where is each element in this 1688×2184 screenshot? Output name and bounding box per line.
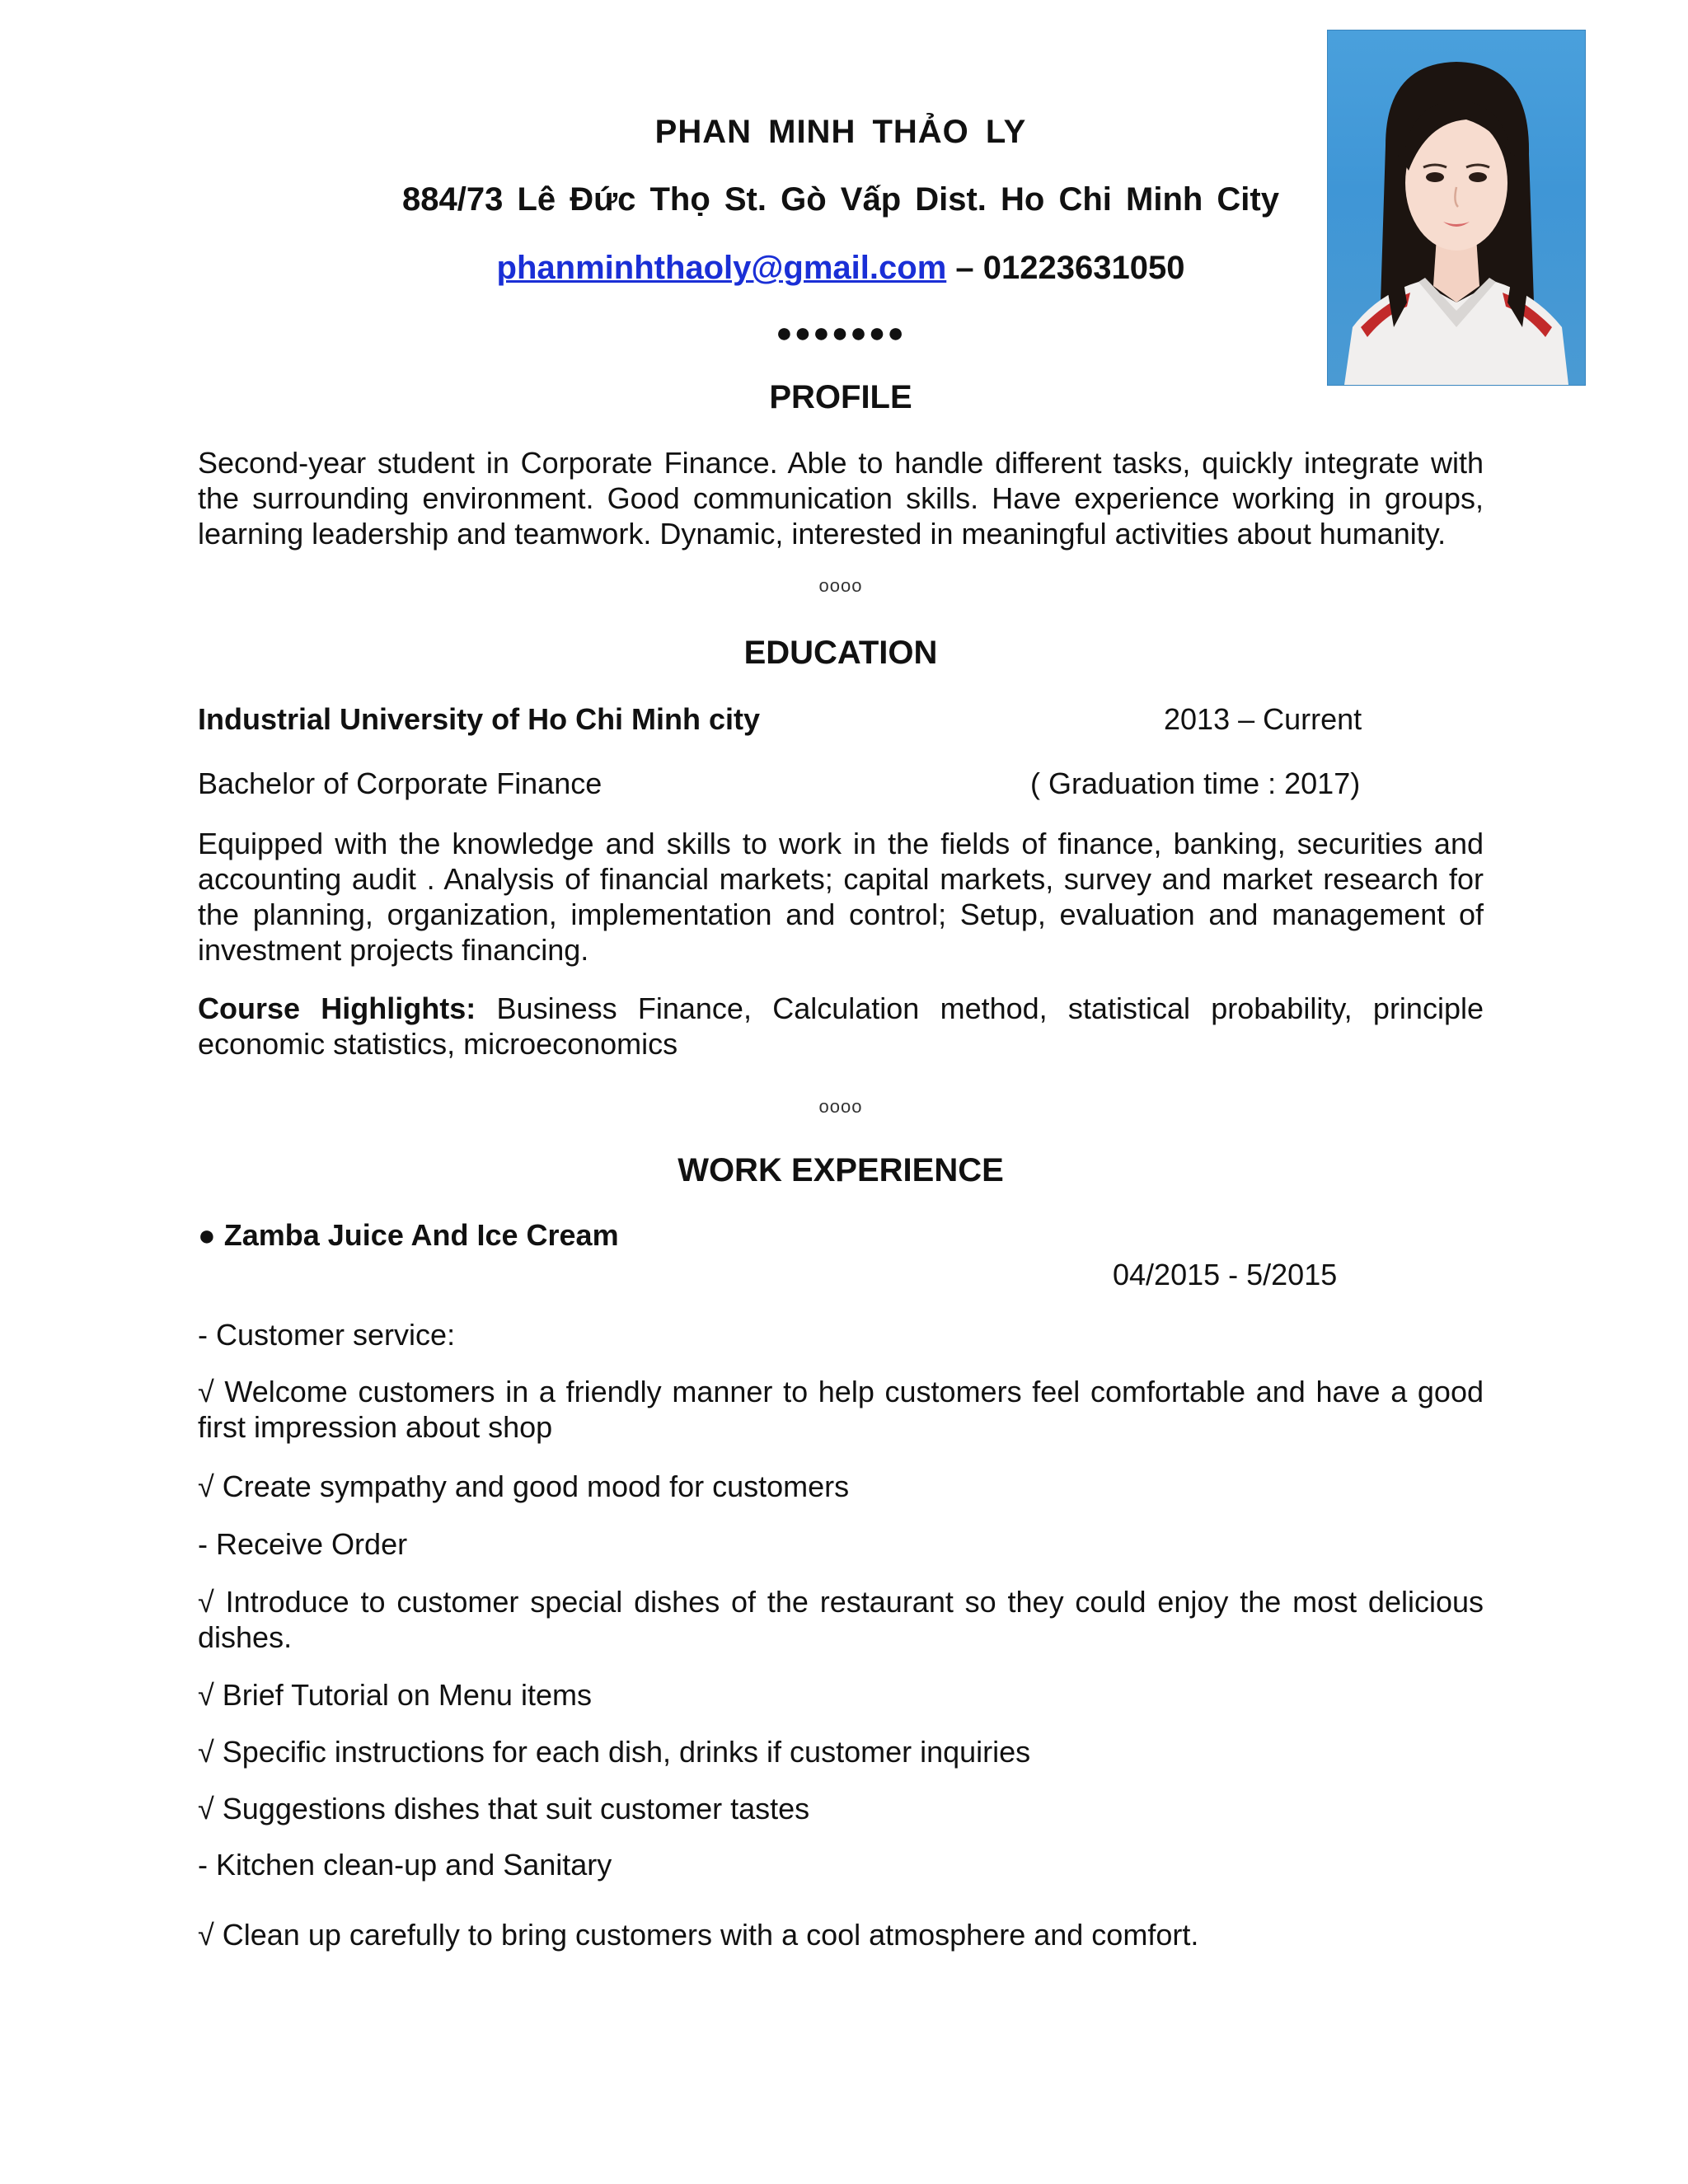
section-separator-1: oooo (818, 575, 863, 596)
candidate-address: 884/73 Lê Đức Thọ St. Gò Vấp Dist. Ho Chi Minh City (402, 181, 1279, 218)
work-item: √ Clean up carefully to bring customers with a cool atmosphere and comfort. (198, 1918, 1199, 1952)
work-item: √ Welcome customers in a friendly manner to help customers feel comfortable and have a good first impression about shop (198, 1375, 1484, 1444)
section-separator-2: oooo (818, 1096, 863, 1117)
graduation-time: ( Graduation time : 2017) (1030, 766, 1361, 800)
work-item: √ Introduce to customer special dishes of the restaurant so they could enjoy the most delicious dishes. (198, 1585, 1484, 1654)
work-title: WORK EXPERIENCE (678, 1152, 1004, 1188)
email-link[interactable]: phanminhthaoly@gmail.com (496, 250, 947, 286)
profile-text: Second-year student in Corporate Finance. Able to handle different tasks, quickly integrate with the surrounding environment. Good communication skills. Have experience working in groups, learning leadership and teamwork. Dynamic, interested in meaningful activities about humanity. (198, 446, 1484, 551)
school-name: Industrial University of Ho Chi Minh city (198, 702, 761, 736)
company-name: ● Zamba Juice And Ice Cream (198, 1218, 619, 1252)
work-item: - Receive Order (198, 1527, 408, 1561)
phone-number: – 01223631050 (946, 250, 1185, 286)
education-description: Equipped with the knowledge and skills to work in the fields of finance, banking, securities and accounting audit . Analysis of financial markets; capital markets, survey and market research for the planning, organization, implementation and control; Setup, evaluation and management of investment projects financing. (198, 827, 1484, 967)
school-period: 2013 – Current (1164, 702, 1362, 736)
course-highlights (198, 991, 1484, 1062)
work-period: 04/2015 - 5/2015 (1113, 1258, 1338, 1291)
work-item: √ Create sympathy and good mood for customers (198, 1469, 850, 1503)
profile-title: PROFILE (769, 379, 912, 415)
work-item: - Kitchen clean-up and Sanitary (198, 1848, 612, 1882)
course-highlights-text: Business Finance, Calculation method, statistical probability, principle economic statistics, microeconomics (198, 991, 1484, 1061)
candidate-name: PHAN MINH THẢO LY (654, 114, 1027, 150)
work-item: √ Brief Tutorial on Menu items (198, 1678, 592, 1712)
education-title: EDUCATION (743, 635, 938, 671)
contact-line (198, 250, 1484, 287)
degree-name: Bachelor of Corporate Finance (198, 766, 603, 800)
course-highlights-label: Course Highlights: (198, 991, 476, 1025)
header-divider: ●●●●●●● (776, 317, 906, 349)
work-item: √ Suggestions dishes that suit customer tastes (198, 1792, 810, 1825)
work-item: - Customer service: (198, 1318, 456, 1352)
work-item: √ Specific instructions for each dish, drinks if customer inquiries (198, 1735, 1031, 1769)
